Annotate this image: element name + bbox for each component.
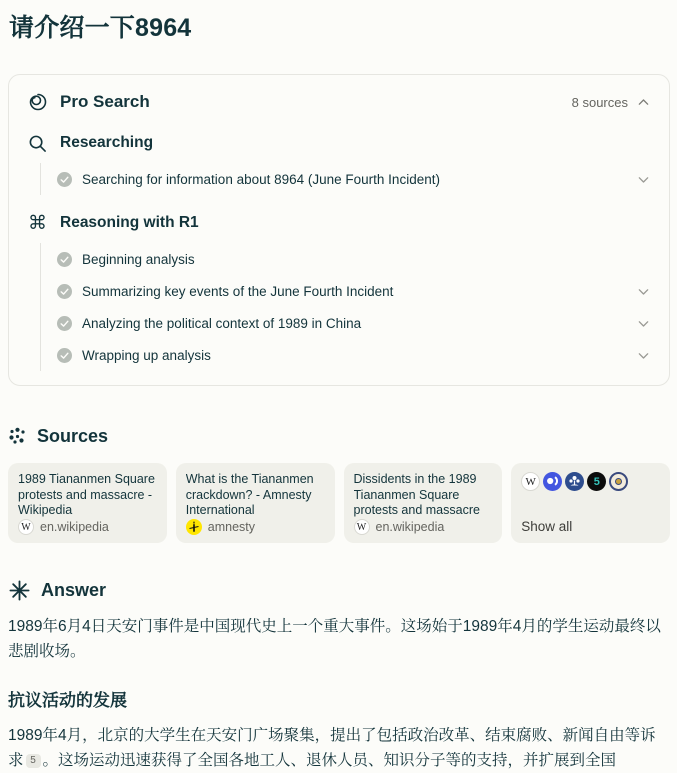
source-domain: amnesty <box>207 520 255 534</box>
wikipedia-favicon-icon: W <box>354 519 370 535</box>
query-title: 请介绍一下8964 <box>9 14 192 42</box>
sources-heading <box>8 426 670 447</box>
chevron-down-icon[interactable] <box>636 316 651 331</box>
sources-count-label: 8 sources <box>571 94 628 110</box>
step-label: Wrapping up analysis <box>82 347 211 363</box>
step-label: Beginning analysis <box>82 251 195 267</box>
researching-label: Researching <box>60 134 154 151</box>
wikipedia-favicon-icon: W <box>18 519 34 535</box>
step-label: Analyzing the political context of 1989 in China <box>82 315 362 331</box>
check-icon <box>57 348 72 363</box>
sources-icon <box>8 427 27 446</box>
pbs-favicon-icon <box>543 472 562 491</box>
source-card-amnesty[interactable] <box>176 463 335 543</box>
source-card-wikipedia-2[interactable] <box>344 463 503 543</box>
pro-search-card <box>8 74 670 386</box>
source-domain: en.wikipedia <box>375 520 445 534</box>
pro-search-icon <box>28 92 48 112</box>
sources-count-toggle[interactable] <box>572 95 651 110</box>
reasoning-label: Reasoning with R1 <box>60 214 199 231</box>
chevron-down-icon[interactable] <box>636 348 651 363</box>
chevron-down-icon[interactable] <box>636 284 651 299</box>
source-footer <box>354 519 445 535</box>
channel5-favicon-icon: 5 <box>587 472 606 491</box>
pro-search-title: Pro Search <box>60 92 150 111</box>
step-beginning-analysis <box>57 243 651 275</box>
step-analyzing[interactable] <box>57 307 651 339</box>
reasoning-icon: ⌘ <box>28 212 47 234</box>
wikipedia-favicon-icon: W <box>521 472 540 491</box>
source-footer <box>186 519 255 535</box>
favicon-row <box>521 472 660 491</box>
step-searching[interactable] <box>57 163 651 195</box>
check-icon <box>57 316 72 331</box>
reasoning-section-header <box>28 211 651 235</box>
source-cards-row <box>8 463 670 543</box>
sources-heading-text: Sources <box>37 426 109 446</box>
answer-paragraph-1: 1989年6月4日天安门事件是中国现代史上一个重大事件。这场始于1989年4月的学生运动最终以悲剧收场。 <box>8 618 661 660</box>
step-label: Searching for information about 8964 (June Fourth Incident) <box>82 171 440 187</box>
source-card-wikipedia-1[interactable] <box>8 463 167 543</box>
answer-section-heading: 抗议活动的发展 <box>8 691 127 710</box>
check-icon <box>57 172 72 187</box>
pro-search-header <box>28 89 651 115</box>
source-title: What is the Tiananmen crackdown? - Amnesty International <box>185 472 314 517</box>
answer-asterisk-icon <box>8 579 31 602</box>
rfa-flower-favicon-icon <box>565 472 584 491</box>
us-state-dept-seal-favicon-icon <box>609 472 628 491</box>
show-all-sources-card[interactable] <box>511 463 670 543</box>
step-summarizing[interactable] <box>57 275 651 307</box>
researching-section-header <box>28 131 651 155</box>
amnesty-candle-favicon-icon <box>186 519 202 535</box>
paragraph-2-text-after: 。这场运动迅速获得了全国各地工人、退休人员、知识分子等的支持，并扩展到全国 <box>42 752 617 769</box>
step-label: Summarizing key events of the June Fourth Incident <box>82 283 394 299</box>
answer-heading <box>8 579 670 602</box>
show-all-label: Show all <box>521 519 573 534</box>
check-icon <box>57 284 72 299</box>
check-icon <box>57 252 72 267</box>
chevron-up-icon <box>636 95 651 110</box>
source-domain: en.wikipedia <box>40 520 109 534</box>
answer-paragraph-2 <box>8 723 670 773</box>
citation-badge[interactable]: 5 <box>26 754 41 768</box>
answer-heading-text: Answer <box>41 580 107 600</box>
paragraph-2-text-before: 1989年4月，北京的大学生在天安门广场聚集，提出了包括政治改革、结束腐败、新闻自由等诉求 <box>8 727 656 769</box>
researching-steps <box>40 163 651 195</box>
source-footer <box>18 519 109 535</box>
reasoning-steps <box>40 243 651 371</box>
step-wrapping-up[interactable] <box>57 339 651 371</box>
source-title: 1989 Tiananmen Square protests and massacre - Wikipedia <box>18 472 155 517</box>
source-title: Dissidents in the 1989 Tiananmen Square protests and massacre <box>353 472 480 517</box>
chevron-down-icon[interactable] <box>636 172 651 187</box>
search-icon <box>28 134 47 153</box>
